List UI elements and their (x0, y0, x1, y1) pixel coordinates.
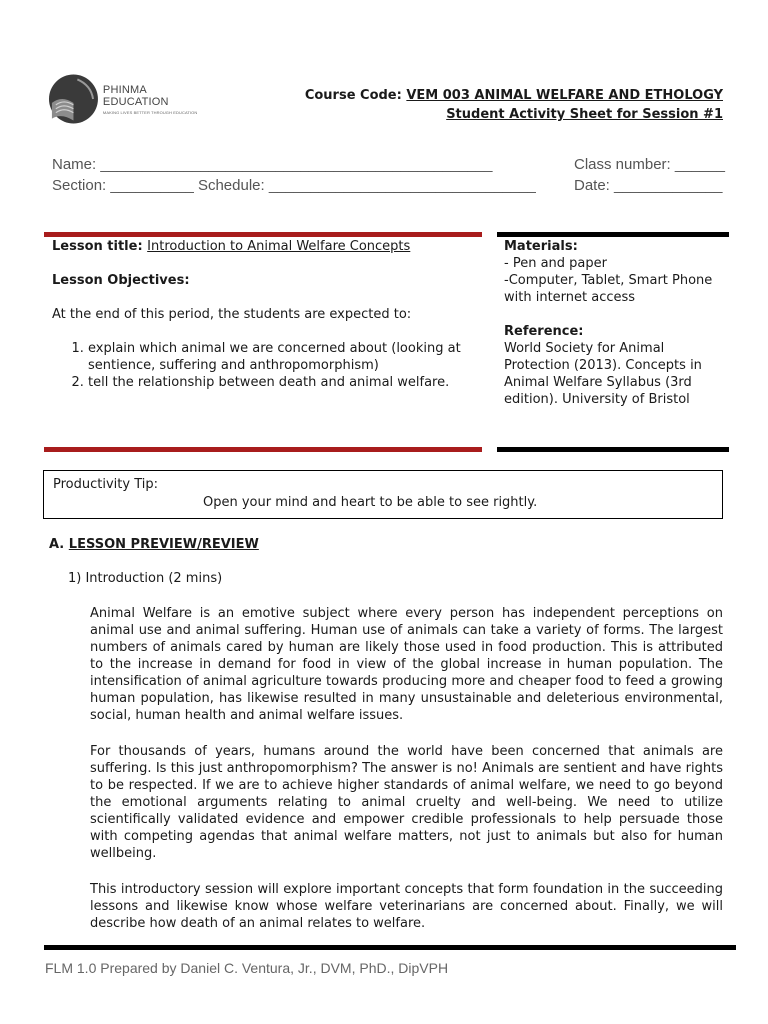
intro-heading: 1) Introduction (2 mins) (68, 571, 223, 586)
reference-text: World Society for Animal Protection (2013). Concepts in Animal Welfare Syllabus (3rd edition). University of Bristol (504, 341, 702, 407)
section-schedule-field[interactable]: Section: __________ Schedule: ________________________________ (52, 177, 536, 194)
materials-box (497, 232, 729, 452)
phinma-logo (48, 72, 213, 126)
footer-credit: FLM 1.0 Prepared by Daniel C. Ventura, Jr., DVM, PhD., DipVPH (45, 960, 449, 976)
date-field[interactable]: Date: _____________ (574, 177, 723, 194)
phinma-emblem-icon (48, 73, 99, 125)
paragraph: This introductory session will explore important concepts that form foundation in the succeeding lessons and likewise know whose welfare veterinarians are concerned about. Finally, we will describe how death of an animal relates to welfare. (90, 882, 723, 931)
lesson-top-rule (44, 232, 482, 237)
materials-item: - Pen and paper (504, 256, 607, 271)
course-code-label: Course Code: (304, 88, 407, 103)
tip-label: Productivity Tip: (53, 477, 158, 492)
activity-sheet-title: Student Activity Sheet for Session #1 (446, 107, 723, 122)
lesson-box (44, 232, 482, 452)
section-heading (49, 537, 259, 552)
class-number-field[interactable]: Class number: ______ (574, 156, 725, 173)
footer-rule (44, 945, 736, 950)
materials-label: Materials: (504, 239, 578, 254)
course-header (305, 86, 723, 124)
lesson-bottom-rule (44, 447, 482, 452)
course-code-value: VEM 003 ANIMAL WELFARE AND ETHOLOGY (406, 88, 723, 103)
objectives-label: Lesson Objectives: (52, 273, 190, 288)
objectives-list (52, 340, 480, 391)
materials-item: -Computer, Tablet, Smart Phone with internet access (504, 273, 713, 305)
paragraph: For thousands of years, humans around the world have been concerned that animals are suffering. Is this just anthropomorphism? The answer is no! Animals are sentient and have rights to be respected. If we are to achieve higher standards of animal welfare, we need to go beyond the emotional arguments relating to animal cruelty and well-being. We need to utilize scientifically validated evidence and empower credible professionals to help persuade those with competing agendas that animal welfare matters, not just to animals but also for human wellbeing. (90, 744, 723, 861)
objective-item: 1. explain which animal we are concerned about (looking at sentience, suffering and anthropomorphism) (88, 340, 480, 374)
reference-label: Reference: (504, 324, 584, 339)
paragraph: Animal Welfare is an emotive subject where every person has independent perceptions on animal use and animal suffering. Human use of animals can take a variety of forms. The largest numbers of animals cared by human are likely those used in food production. This is attributed to the increase in demand for food in view of the global increase in human population. The intensification of animal agriculture towards producing more and cheaper food to feed a growing human population, has likewise resulted in many unsustainable and deleterious environmental, social, human health and animal welfare issues. (90, 606, 723, 723)
logo-tagline: MAKING LIVES BETTER THROUGH EDUCATION (102, 109, 198, 115)
lesson-title-label: Lesson title: (52, 239, 148, 254)
productivity-tip-box (43, 470, 723, 519)
section-title: LESSON PREVIEW/REVIEW (68, 537, 259, 552)
tip-text: Open your mind and heart to be able to see rightly. (203, 495, 538, 510)
logo-name: PHINMA EDUCATION (102, 83, 169, 108)
materials-top-rule (497, 232, 729, 237)
materials-bottom-rule (497, 447, 729, 452)
name-field[interactable]: Name: _______________________________________________ (52, 156, 493, 173)
section-letter: A. (49, 537, 65, 552)
lesson-title-value: Introduction to Animal Welfare Concepts (147, 239, 411, 254)
objectives-intro: At the end of this period, the students are expected to: (52, 307, 412, 322)
objective-item: 2. tell the relationship between death and animal welfare. (88, 374, 480, 391)
